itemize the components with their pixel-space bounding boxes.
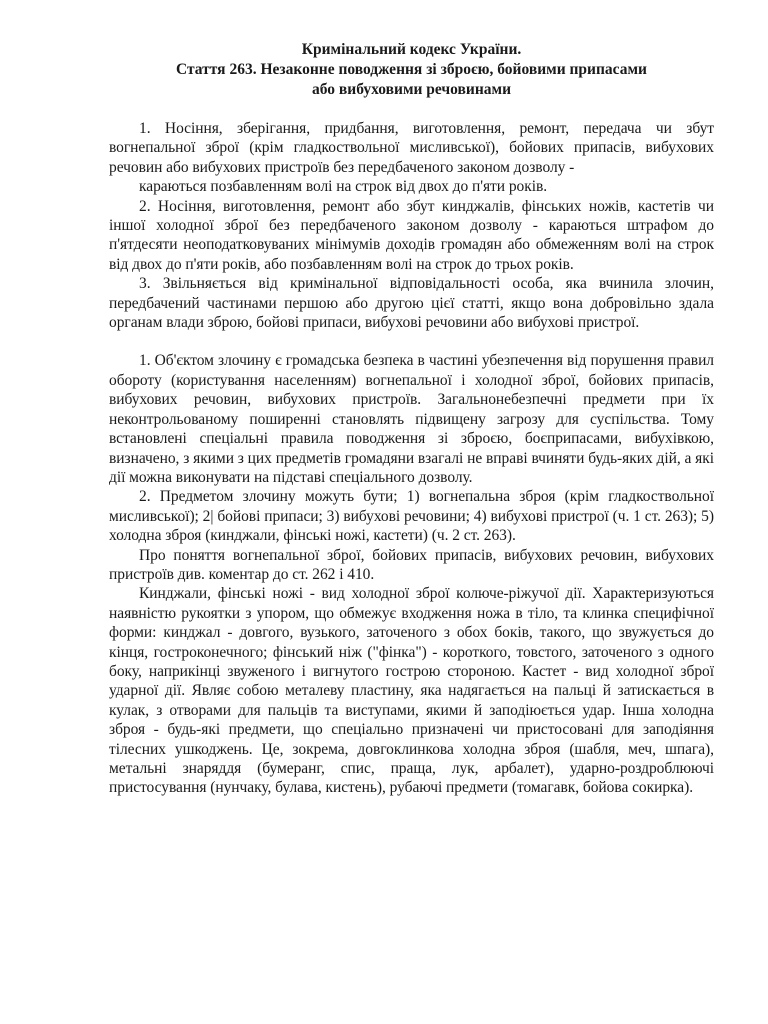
heading-article-title-cont: або вибуховими речовинами — [311, 81, 511, 98]
heading-article-title: Стаття 263. Незаконне поводження зі зброєю, бойовими припасами — [176, 61, 647, 78]
document-heading — [109, 40, 714, 100]
article-part-1-penalty: караються позбавленням волі на строк від двох до п'яти років. — [139, 178, 548, 196]
heading-code-title: Кримінальний кодекс України. — [301, 41, 522, 58]
document-page — [109, 40, 714, 798]
article-part-2: 2. Носіння, виготовлення, ремонт або збут кинджалів, фінських ножів, кастетів чи іншої холодної зброї без передбаченого законом дозволу - караються штрафом до п'ятдесяти неоподатковуваних мінімумів доходів громадян або обмеженням волі на строк від двох до п'яти років, або позбавленням волі на строк до трьох років. — [109, 197, 714, 273]
commentary-paragraph-3: Про поняття вогнепальної зброї, бойових припасів, вибухових речовин, вибухових пристроїв див. коментар до ст. 262 і 410. — [109, 546, 714, 583]
article-part-3: 3. Звільняється від кримінальної відповідальності особа, яка вчинила злочин, передбачений частинами першою або другою цієї статті, якщо вона добровільно здала органам влади зброю, бойові припаси, вибухові речовини або вибухові пристрої. — [109, 275, 714, 332]
article-part-1: 1. Носіння, зберігання, придбання, виготовлення, ремонт, передача чи збут вогнепальної зброї (крім гладкоствольної мисливської), бойових припасів, вибухових речовин або вибухових пристроїв без передбаченого законом дозволу - — [109, 120, 714, 176]
commentary-paragraph-2: 2. Предметом злочину можуть бути; 1) вогнепальна зброя (крім гладкоствольної мисливської); 2| бойові припаси; 3) вибухові речовини; 4) вибухові пристрої (ч. 1 ст. 263); 5) холодна зброя (кинджали, фінські ножі, кастети) (ч. 2 ст. 263). — [109, 488, 714, 545]
commentary-paragraph-4: Кинджали, фінські ножі - вид холодної зброї колюче-ріжучої дії. Характеризуються наявністю рукоятки з упором, що обмежує входження ножа в тіло, та клинка специфічної форми: кинджал - довгого, вузького, заточеного з обох боків, такого, що звужується до кінця, гостроконечного; фінський ніж ("фінка") - короткого, товстого, заточеного з одного боку, наприкінці звуженого і вигнутого гострою стороною. Кастет - вид холодної зброї ударної дії. Являє собою металеву пластину, яка надягається на пальці й затискається в кулак, з отворами для пальців та виступами, якими й заподіюється удар. Інша холодна зброя - будь-які предмети, що спеціально призначені чи пристосовані для заподіяння тілесних ушкоджень. Це, зокрема, довгоклинкова холодна зброя (шабля, меч, шпага), метальні знаряддя (бумеранг, спис, праща, лук, арбалет), ударно-роздроблюючі пристосування (нунчаку, булава, кистень), рубаючі предмети (томагавк, бойова сокирка). — [109, 585, 714, 797]
section-gap — [109, 332, 714, 351]
commentary-paragraph-1: 1. Об'єктом злочину є громадська безпека в частині убезпечення від порушення правил обороту (користування населенням) вогнепальної і холодної зброї, бойових припасів, вибухових речовин, вибухових пристроїв. Загальнонебезпечні предмети при їх неконтрольованому поширенні становлять підвищену загрозу для суспільства. Тому встановлені спеціальні правила поводження зі зброєю, боєприпасами, вибухівкою, визначено, з якими з цих предметів громадяни взагалі не вправі вчиняти будь-яких дій, а які дії можна виконувати на підставі спеціального дозволу. — [109, 352, 714, 486]
